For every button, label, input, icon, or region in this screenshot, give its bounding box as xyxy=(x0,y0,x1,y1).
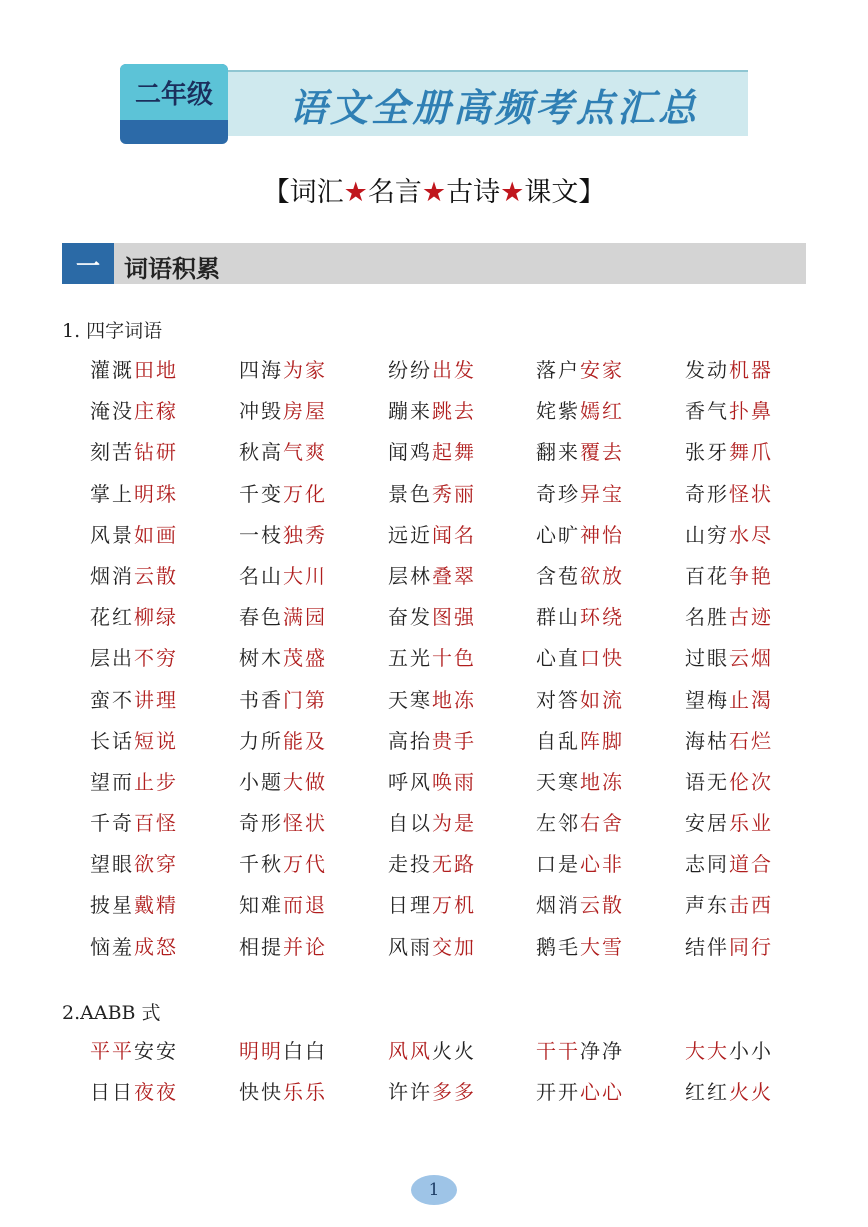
word-item: 走投无路 xyxy=(388,852,476,877)
word-item: 快快乐乐 xyxy=(239,1080,327,1105)
word-item: 许许多多 xyxy=(388,1080,476,1105)
star-icon: ★ xyxy=(500,177,525,208)
word-row xyxy=(90,354,810,395)
word-item: 层出不穷 xyxy=(90,646,178,671)
word-item: 灌溉田地 xyxy=(90,358,178,382)
word-row xyxy=(90,807,810,848)
word-item: 心直口快 xyxy=(536,646,624,671)
word-item: 烟消云散 xyxy=(90,563,178,588)
section-title: 词语积累 xyxy=(124,255,220,283)
word-item: 香气扑鼻 xyxy=(685,399,773,424)
word-item: 日理万机 xyxy=(388,893,476,918)
four-char-heading: 1. 四字词语 xyxy=(62,320,163,342)
word-item: 张牙舞爪 xyxy=(685,440,773,465)
word-item: 花红柳绿 xyxy=(90,605,178,630)
page-number: 1 xyxy=(411,1175,457,1205)
word-row xyxy=(90,725,810,766)
word-row xyxy=(90,848,810,889)
word-item: 开开心心 xyxy=(536,1080,624,1105)
word-item: 口是心非 xyxy=(536,852,624,877)
word-item: 翻来覆去 xyxy=(536,440,624,465)
title-strip xyxy=(220,70,748,136)
word-item: 烟消云散 xyxy=(536,893,624,918)
word-item: 心旷神怡 xyxy=(536,522,624,547)
word-item: 知难而退 xyxy=(239,893,327,918)
word-item: 千奇百怪 xyxy=(90,811,178,836)
star-icon: ★ xyxy=(343,177,368,208)
word-item: 奋发图强 xyxy=(388,605,476,630)
word-item: 语无伦次 xyxy=(685,769,773,794)
word-row xyxy=(90,684,810,725)
header-banner xyxy=(120,64,750,148)
word-item: 秋高气爽 xyxy=(239,440,327,465)
word-row xyxy=(90,519,810,560)
subtitle: 【词汇★名言★古诗★课文】 xyxy=(262,177,606,208)
word-item: 一枝独秀 xyxy=(239,522,327,547)
word-item: 树木茂盛 xyxy=(239,646,327,671)
word-item: 含苞欲放 xyxy=(536,563,624,588)
word-item: 对答如流 xyxy=(536,687,624,712)
word-item: 大大小小 xyxy=(685,1039,773,1063)
word-item: 千变万化 xyxy=(239,481,327,506)
word-item: 姹紫嫣红 xyxy=(536,399,624,424)
word-item: 自乱阵脚 xyxy=(536,728,624,753)
word-row xyxy=(90,395,810,436)
word-item: 远近闻名 xyxy=(388,522,476,547)
word-row xyxy=(90,1076,810,1117)
word-item: 层林叠翠 xyxy=(388,563,476,588)
word-item: 群山环绕 xyxy=(536,605,624,630)
word-item: 春色满园 xyxy=(239,605,327,630)
word-item: 恼羞成怒 xyxy=(90,934,178,959)
grade-tab xyxy=(120,64,228,144)
page-title: 语文全册高频考点汇总 xyxy=(288,85,699,130)
word-item: 蹦来跳去 xyxy=(388,399,476,424)
section-header xyxy=(62,243,806,284)
word-item: 高抬贵手 xyxy=(388,728,476,753)
word-row xyxy=(90,766,810,807)
word-item: 发动机器 xyxy=(685,358,773,382)
word-item: 力所能及 xyxy=(239,728,327,753)
word-item: 淹没庄稼 xyxy=(90,399,178,424)
word-item: 落户安家 xyxy=(536,358,624,382)
word-item: 纷纷出发 xyxy=(388,358,476,382)
word-item: 红红火火 xyxy=(685,1080,773,1105)
word-item: 志同道合 xyxy=(685,852,773,877)
word-item: 风雨交加 xyxy=(388,934,476,959)
word-row xyxy=(90,560,810,601)
star-icon: ★ xyxy=(421,177,447,208)
grade-label: 二年级 xyxy=(134,79,213,110)
aabb-grid xyxy=(90,1035,810,1117)
word-item: 百花争艳 xyxy=(685,563,773,588)
word-item: 望梅止渴 xyxy=(685,687,773,712)
word-item: 海枯石烂 xyxy=(685,728,773,753)
word-item: 景色秀丽 xyxy=(388,481,476,506)
word-row xyxy=(90,642,810,683)
word-item: 安居乐业 xyxy=(685,811,773,836)
word-item: 冲毁房屋 xyxy=(239,399,327,424)
aabb-heading: 2.AABB 式 xyxy=(62,1002,161,1024)
word-item: 蛮不讲理 xyxy=(90,687,178,712)
word-item: 日日夜夜 xyxy=(90,1080,178,1105)
word-row xyxy=(90,889,810,930)
word-item: 披星戴精 xyxy=(90,893,178,918)
word-item: 干干净净 xyxy=(536,1039,624,1063)
word-item: 长话短说 xyxy=(90,728,178,753)
word-item: 四海为家 xyxy=(239,358,327,382)
word-item: 千秋万代 xyxy=(239,852,327,877)
word-item: 五光十色 xyxy=(388,646,476,671)
word-item: 鹅毛大雪 xyxy=(536,934,624,959)
word-item: 相提并论 xyxy=(239,934,327,959)
word-item: 奇形怪状 xyxy=(239,811,327,836)
word-item: 山穷水尽 xyxy=(685,522,773,547)
word-item: 名山大川 xyxy=(239,563,327,588)
word-item: 风景如画 xyxy=(90,522,178,547)
word-item: 左邻右舍 xyxy=(536,811,624,836)
word-item: 望眼欲穿 xyxy=(90,852,178,877)
word-item: 书香门第 xyxy=(239,687,327,712)
word-item: 自以为是 xyxy=(388,811,476,836)
word-item: 刻苦钻研 xyxy=(90,440,178,465)
word-item: 小题大做 xyxy=(239,769,327,794)
word-item: 结伴同行 xyxy=(685,934,773,959)
word-item: 奇珍异宝 xyxy=(536,481,624,506)
word-item: 望而止步 xyxy=(90,769,178,794)
word-row xyxy=(90,601,810,642)
word-item: 风风火火 xyxy=(388,1039,476,1063)
word-row xyxy=(90,1035,810,1076)
word-item: 平平安安 xyxy=(90,1039,178,1063)
section-number: 一 xyxy=(62,243,114,284)
word-row xyxy=(90,478,810,519)
word-item: 声东击西 xyxy=(685,893,773,918)
word-item: 过眼云烟 xyxy=(685,646,773,671)
word-item: 奇形怪状 xyxy=(685,481,773,506)
word-item: 天寒地冻 xyxy=(536,769,624,794)
word-row xyxy=(90,436,810,477)
word-item: 呼风唤雨 xyxy=(388,769,476,794)
word-item: 名胜古迹 xyxy=(685,605,773,630)
word-item: 明明白白 xyxy=(239,1039,327,1063)
word-item: 闻鸡起舞 xyxy=(388,440,476,465)
word-item: 掌上明珠 xyxy=(90,481,178,506)
word-item: 天寒地冻 xyxy=(388,687,476,712)
word-row xyxy=(90,931,810,972)
four-char-grid xyxy=(90,354,810,972)
